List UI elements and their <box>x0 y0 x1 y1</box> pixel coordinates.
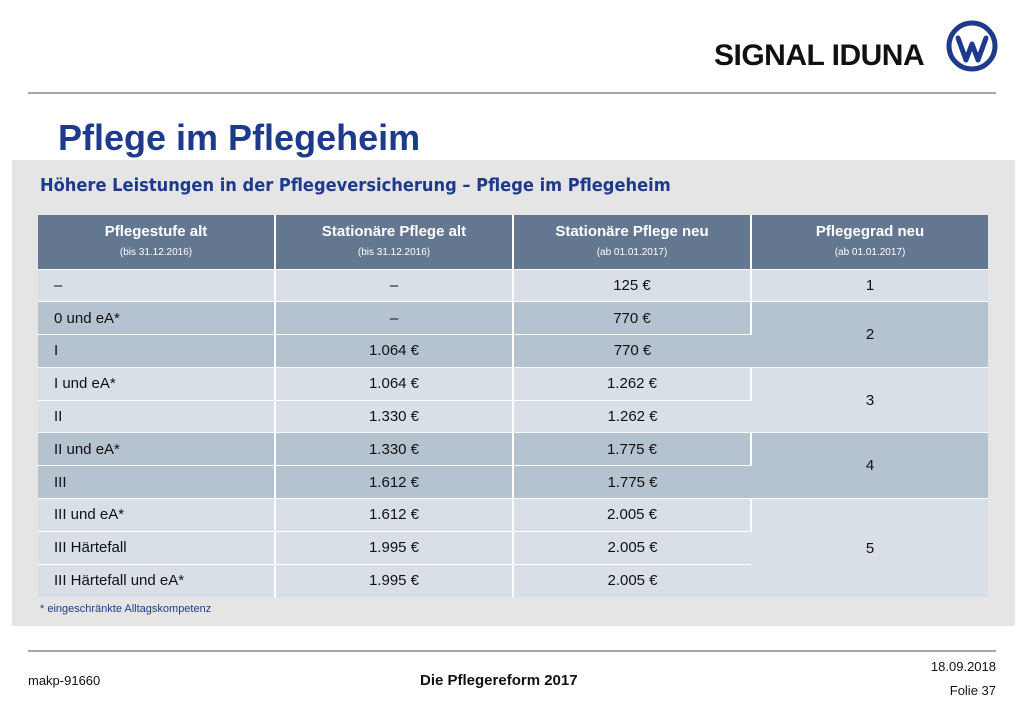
signal-iduna-logo-icon <box>946 20 998 72</box>
cell-stationaer-neu: 770 € <box>513 302 751 335</box>
cell-pflegegrad: 5 <box>751 499 988 597</box>
cell-stationaer-alt: 1.064 € <box>275 335 513 368</box>
cell-stationaer-neu: 1.775 € <box>513 433 751 466</box>
cell-stationaer-alt: – <box>275 302 513 335</box>
cell-stationaer-alt: 1.612 € <box>275 499 513 532</box>
header-sublabel: (ab 01.01.2017) <box>834 247 906 259</box>
cell-stationaer-alt: 1.612 € <box>275 466 513 499</box>
header-sublabel: (bis 31.12.2016) <box>357 247 431 259</box>
footnote: * eingeschränkte Alltagskompetenz <box>40 603 212 615</box>
cell-stationaer-alt: 1.330 € <box>275 400 513 433</box>
page-title: Pflege im Pflegeheim <box>58 117 421 158</box>
header-label: Stationäre Pflege alt <box>321 223 467 241</box>
table-row <box>38 302 988 335</box>
cell-stationaer-alt: 1.064 € <box>275 367 513 400</box>
header-label: Pflegestufe alt <box>104 223 208 241</box>
cell-pflegegrad: 3 <box>751 367 988 433</box>
brand-name: SIGNAL IDUNA <box>714 39 925 72</box>
cell-stationaer-neu: 2.005 € <box>513 564 751 597</box>
footer-divider <box>28 650 996 652</box>
footer-document-id: makp-91660 <box>28 673 101 688</box>
cell-stationaer-alt: 1.330 € <box>275 433 513 466</box>
header-sublabel: (ab 01.01.2017) <box>596 247 668 259</box>
table-row <box>38 499 988 532</box>
cell-stationaer-alt: 1.995 € <box>275 564 513 597</box>
table-header-row <box>38 215 988 269</box>
cell-stufe: II und eA* <box>38 433 275 466</box>
footer-date: 18.09.2018 <box>930 659 996 674</box>
cell-stufe: – <box>38 269 275 302</box>
cell-stationaer-alt: 1.995 € <box>275 531 513 564</box>
cell-stationaer-neu: 2.005 € <box>513 499 751 532</box>
cell-stufe: III <box>38 466 275 499</box>
footer-slide-number: Folie 37 <box>949 683 996 698</box>
cell-stufe: III Härtefall und eA* <box>38 564 275 597</box>
cell-stufe: I <box>38 335 275 368</box>
cell-pflegegrad: 4 <box>751 433 988 499</box>
cell-stufe: II <box>38 400 275 433</box>
cell-stationaer-neu: 1.262 € <box>513 367 751 400</box>
cell-stationaer-neu: 2.005 € <box>513 531 751 564</box>
table-row <box>38 269 988 302</box>
cell-stufe: 0 und eA* <box>38 302 275 335</box>
cell-stationaer-neu: 1.775 € <box>513 466 751 499</box>
header-pflegestufe-alt <box>38 215 275 269</box>
footer-title: Die Pflegereform 2017 <box>420 672 578 689</box>
cell-stationaer-neu: 1.262 € <box>513 400 751 433</box>
header-divider <box>28 92 996 94</box>
header-stationaer-neu <box>513 215 751 269</box>
cell-stufe: I und eA* <box>38 367 275 400</box>
cell-stufe: III Härtefall <box>38 531 275 564</box>
table-row <box>38 367 988 400</box>
header-label: Stationäre Pflege neu <box>555 223 709 241</box>
cell-pflegegrad: 2 <box>751 302 988 368</box>
cell-pflegegrad: 1 <box>751 269 988 302</box>
cell-stationaer-alt: – <box>275 269 513 302</box>
panel-heading: Höhere Leistungen in der Pflegeversicherung – Pflege im Pflegeheim <box>40 176 671 196</box>
cell-stationaer-neu: 125 € <box>513 269 751 302</box>
care-benefits-table <box>38 215 988 597</box>
table-row <box>38 433 988 466</box>
cell-stationaer-neu: 770 € <box>513 335 751 368</box>
header-pflegegrad-neu <box>751 215 988 269</box>
header-sublabel: (bis 31.12.2016) <box>119 247 193 259</box>
header-stationaer-alt <box>275 215 513 269</box>
cell-stufe: III und eA* <box>38 499 275 532</box>
header-label: Pflegegrad neu <box>815 223 925 241</box>
